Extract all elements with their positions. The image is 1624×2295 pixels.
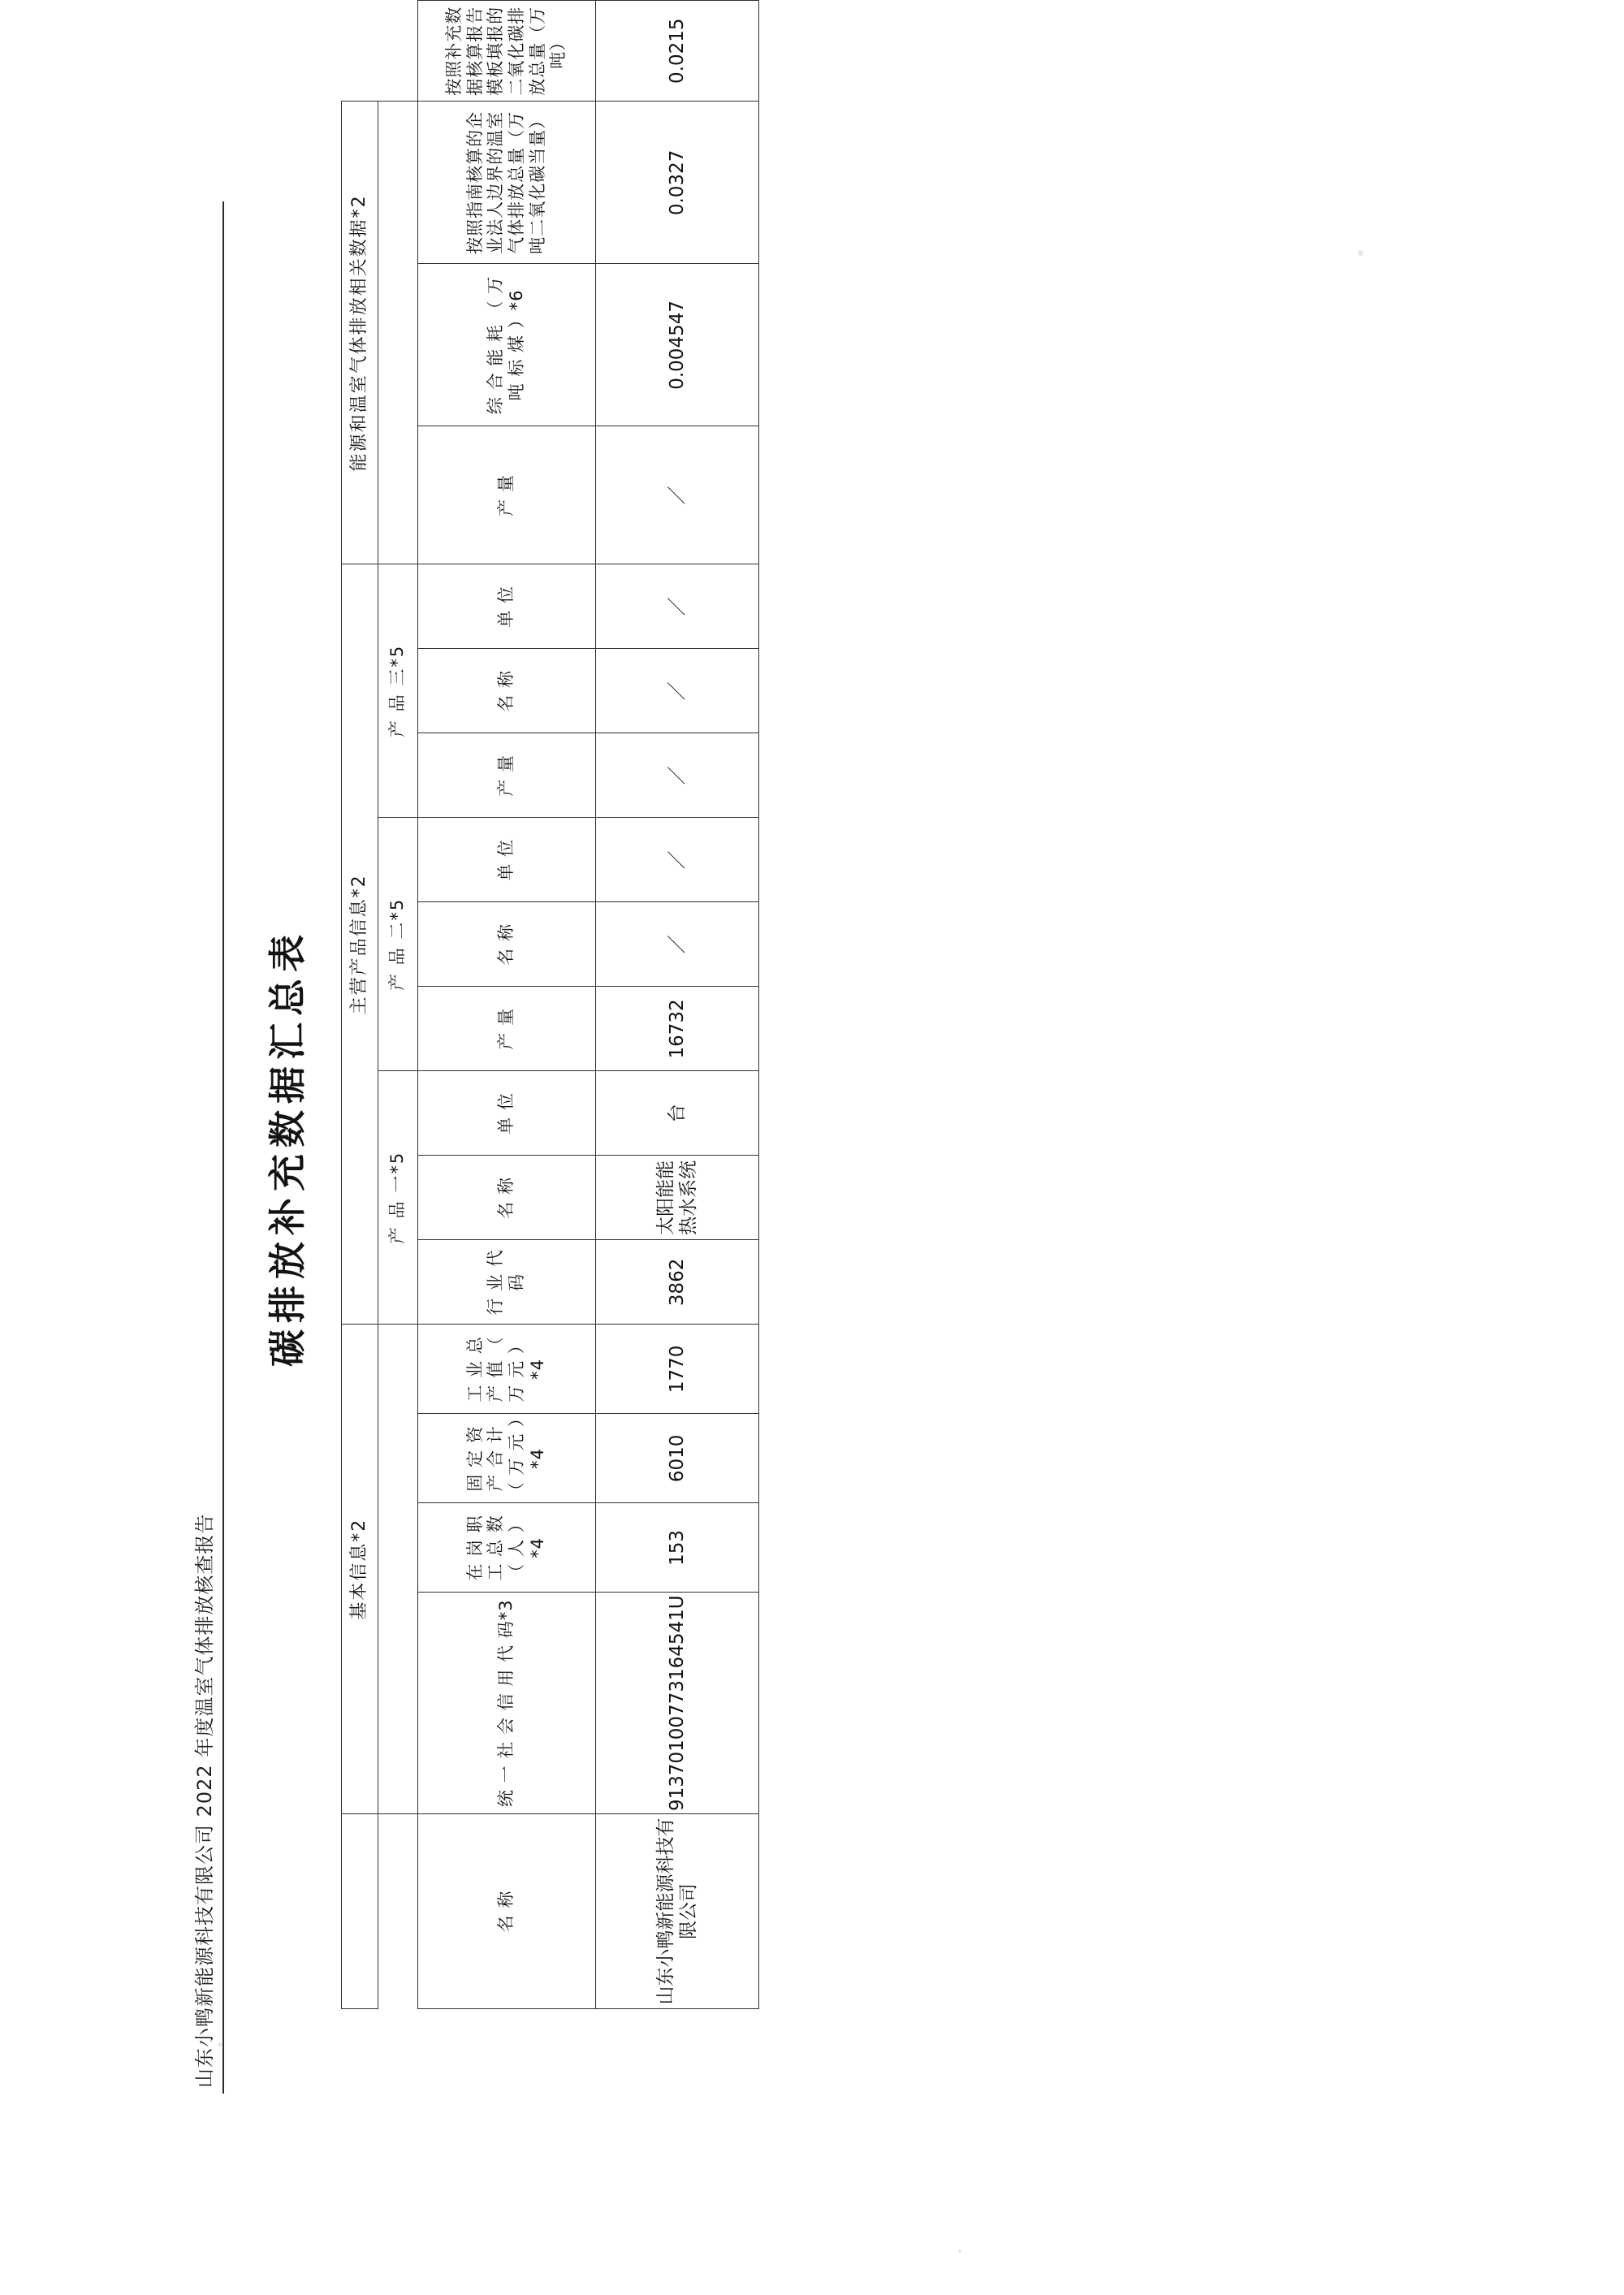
cell-p2-output: ／ bbox=[596, 733, 759, 818]
col-header-verified-emission: 按照指南核算的企业法人边界的温室气体排放总量（万吨二氧化碳当量） bbox=[418, 102, 596, 264]
col-header-p1-output: 产 量 bbox=[418, 987, 596, 1071]
cell-p1-output: 16732 bbox=[596, 987, 759, 1071]
col-header-fixed-assets: 固 定 资 产 合 计 （ 万 元 ）*4 bbox=[418, 1414, 596, 1503]
subgroup-spacer-left bbox=[378, 1814, 418, 2009]
col-header-p3-name: 名 称 bbox=[418, 649, 596, 733]
subgroup-product2: 产 品 二*5 bbox=[378, 818, 418, 1071]
cell-p3-output: ／ bbox=[596, 426, 759, 564]
header-rule bbox=[222, 201, 224, 2094]
cell-company-name: 山东小鸭新能源科技有限公司 bbox=[596, 1814, 759, 2009]
group-header-spacer bbox=[342, 1814, 378, 2009]
page-title: 碳排放补充数据汇总表 bbox=[266, 928, 309, 1367]
scan-artifact bbox=[1358, 250, 1363, 256]
cell-p1-unit: 台 bbox=[596, 1071, 759, 1156]
col-header-credit-code: 统 一 社 会 信 用 代 码*3 bbox=[418, 1593, 596, 1814]
subgroup-spacer-energy bbox=[378, 102, 418, 564]
table-column-header-row bbox=[418, 1, 596, 2009]
subgroup-product1: 产 品 一*5 bbox=[378, 1071, 418, 1325]
col-header-employees: 在 岗 职 工 总 数 （ 人 ）*4 bbox=[418, 1503, 596, 1593]
col-header-p1-unit: 单 位 bbox=[418, 1071, 596, 1156]
cell-fixed-assets: 6010 bbox=[596, 1414, 759, 1503]
table-group-header-row bbox=[342, 1, 378, 2009]
col-header-p2-output: 产 量 bbox=[418, 733, 596, 818]
cell-employees: 153 bbox=[596, 1503, 759, 1593]
cell-verified-emission: 0.0327 bbox=[596, 102, 759, 264]
col-header-energy-consumption: 综 合 能 耗 （ 万 吨 标 煤 ）*6 bbox=[418, 264, 596, 426]
cell-p2-name: ／ bbox=[596, 902, 759, 987]
summary-table-wrapper bbox=[341, 0, 759, 2009]
table-row bbox=[596, 1, 759, 2009]
subgroup-spacer-basic bbox=[378, 1325, 418, 1814]
group-header-basic: 基本信息*2 bbox=[342, 1325, 378, 1814]
col-header-p2-unit: 单 位 bbox=[418, 818, 596, 902]
cell-industry-code: 3862 bbox=[596, 1240, 759, 1325]
group-header-energy-ghg: 能源和温室气体排放相关数据*2 bbox=[342, 102, 378, 564]
running-head: 山东小鸭新能源科技有限公司 2022 年度温室气体排放核查报告 bbox=[193, 1513, 216, 2088]
subgroup-product3: 产 品 三*5 bbox=[378, 564, 418, 818]
col-header-industrial-output: 工 业 总 产 值 （ 万 元 ）*4 bbox=[418, 1325, 596, 1414]
cell-p3-name: ／ bbox=[596, 649, 759, 733]
table-subgroup-row bbox=[378, 1, 418, 2009]
col-header-p2-name: 名 称 bbox=[418, 902, 596, 987]
col-header-name: 名 称 bbox=[418, 1814, 596, 2009]
scan-artifact bbox=[958, 2250, 961, 2253]
cell-template-emission: 0.0215 bbox=[596, 1, 759, 102]
cell-credit-code: 91370100773164541U bbox=[596, 1593, 759, 1814]
cell-energy-consumption: 0.004547 bbox=[596, 264, 759, 426]
cell-industrial-output: 1770 bbox=[596, 1325, 759, 1414]
cell-p3-unit: ／ bbox=[596, 564, 759, 649]
col-header-industry-code: 行 业 代 码 bbox=[418, 1240, 596, 1325]
col-header-p3-output: 产 量 bbox=[418, 426, 596, 564]
cell-p1-name: 太阳能能热水系统 bbox=[596, 1156, 759, 1240]
col-header-template-emission: 按照补充数据核算报告模板填报的二氧化碳排放总量（万吨） bbox=[418, 1, 596, 102]
col-header-p3-unit: 单 位 bbox=[418, 564, 596, 649]
scan-artifact bbox=[218, 2042, 222, 2046]
cell-p2-unit: ／ bbox=[596, 818, 759, 902]
col-header-p1-name: 名 称 bbox=[418, 1156, 596, 1240]
group-header-main-product: 主营产品信息*2 bbox=[342, 564, 378, 1325]
carbon-emission-summary-table bbox=[341, 0, 759, 2009]
